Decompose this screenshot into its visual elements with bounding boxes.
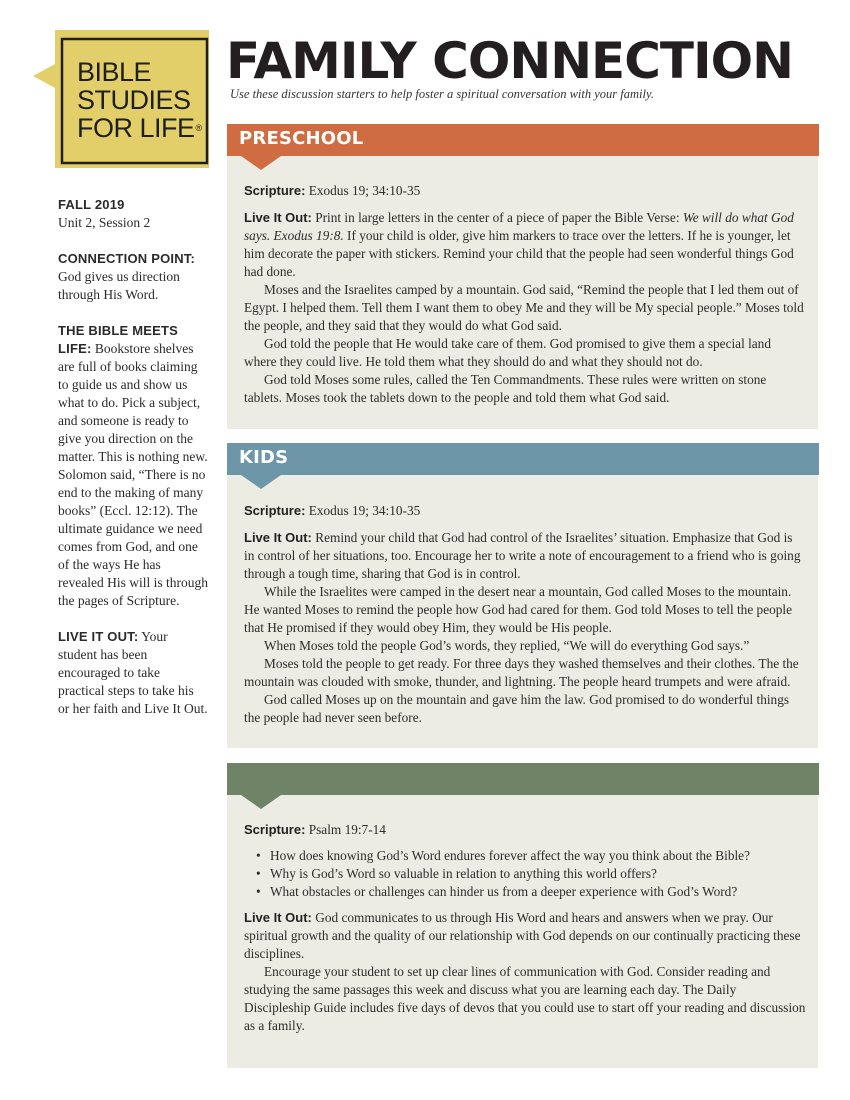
preschool-live-text-cont: If your child is older, give him markers to trace over the letters. If he is younger, let him decorate the paper with stickers. Remind your child that the people had seen wonderful things God had done. [244,228,794,279]
students-content [244,821,806,1035]
sidebar [58,196,208,736]
preschool-paragraph: God told Moses some rules, called the Ten Commandments. These rules were written on stone tablets. Moses took the tablets down to the people and told them what God said. [244,372,767,405]
students-paragraph: Encourage your student to set up clear lines of communication with God. Consider reading and studying the same passages this week and discuss what you are learning each day. The Daily Discipleship Guide includes five days of devos that you could use to start off your reading and discussion as a family. [244,964,806,1033]
page-subtitle: Use these discussion starters to help foster a spiritual conversation with your family. [230,87,654,101]
preschool-scripture-label: Scripture: [244,183,306,198]
kids-band [227,443,819,475]
preschool-content [244,182,806,407]
page-title: FAMILY CONNECTION [226,32,793,90]
kids-heading: KIDS [239,447,289,468]
students-scripture-label: Scripture: [244,822,306,837]
preschool-paragraph: God told the people that He would take care of them. God promised to give them a special land where they could live. He told them what they should do and what they should not do. [244,336,771,369]
preschool-bible-verse: We will do what God says. Exodus 19:8. [244,210,794,243]
students-live-text: God communicates to us through His Word and hears and answers when we pray. Our spiritual growth and the quality of our relationship with God depends on our continually practicing these disciplines. [244,910,801,961]
discussion-questions [244,847,806,901]
preschool-band [227,124,819,156]
question-item: • Why is God’s Word so valuable in relation to anything this world offers? [244,865,806,883]
connection-point-text: God gives us direction through His Word. [58,269,180,302]
students-live-label: Live It Out: [244,910,312,925]
bible-meets-life-heading: THE BIBLE MEETS LIFE: [58,323,179,356]
logo-line-2: STUDIES [77,85,191,115]
preschool-paragraph: Moses and the Israelites camped by a mountain. God said, “Remind the people that I led them out of Egypt. I helped them. Tell them I want them to obey Me and they will be My special people.” Moses told the people, and they said that they would do what God said. [244,282,804,333]
bible-meets-life [58,322,208,610]
kids-band-notch [241,475,281,489]
students-band-notch [241,795,281,809]
sidebar-live-it-out-text: Your student has been encouraged to take practical steps to take his or her faith and Live It Out. [58,629,208,716]
connection-point [58,250,208,304]
sidebar-live-it-out-heading: LIVE IT OUT: [58,629,139,644]
preschool-scripture-ref: Exodus 19; 34:10-35 [308,183,421,198]
logo-line-3: FOR LIFE [77,113,195,143]
sidebar-live-it-out [58,628,208,718]
preschool-heading: PRESCHOOL [239,128,364,149]
bible-meets-life-text: Bookstore shelves are full of books claiming to guide us and show us what to do. Pick a subject, and someone is ready to give you direction on the matter. This is nothing new. Solomon said, “There is no end to the making of many books” (Eccl. 12:12). The ultimate guidance we need comes from God, and one of the ways He has revealed His will is through the pages of Scripture. [58,341,208,608]
logo-wordmark [77,58,217,142]
students-scripture-ref: Psalm 19:7-14 [308,822,386,837]
kids-paragraph: God called Moses up on the mountain and gave him the law. God promised to do wonderful things the people had never seen before. [244,692,790,725]
kids-paragraph: While the Israelites were camped in the desert near a mountain, God called Moses to the mountain. He wanted Moses to remind the people how God had cared for them. God told Moses to tell the people that He promised if they would obey Him, they would be His people. [244,584,792,635]
kids-paragraph: Moses told the people to get ready. For three days they washed themselves and their clothes. The the mountain was clouded with smoke, thunder, and lightning. The people heard trumpets and were afraid. [244,656,799,689]
kids-live-label: Live It Out: [244,530,312,545]
logo-line-1: BIBLE [77,57,152,87]
season-label: FALL 2019 [58,197,125,212]
kids-scripture-ref: Exodus 19; 34:10-35 [308,503,421,518]
question-item: • How does knowing God’s Word endures forever affect the way you think about the Bible? [244,847,806,865]
kids-scripture-label: Scripture: [244,503,306,518]
registered-mark: ® [195,123,202,133]
unit-session-label: Unit 2, Session 2 [58,215,151,230]
connection-point-heading: CONNECTION POINT: [58,251,196,266]
session-info [58,196,208,232]
students-band [227,763,819,795]
kids-live-text: Remind your child that God had control of the Israelites’ situation. Emphasize that God is in control of her situations, too. Encourage her to write a note of encouragement to a friend who is going through a tough time, sharing that God is in control. [244,530,801,581]
preschool-live-text: Print in large letters in the center of a piece of paper the Bible Verse: [315,210,683,225]
question-item: • What obstacles or challenges can hinder us from a deeper experience with God’s Word? [244,883,806,901]
bible-studies-for-life-logo [33,30,209,168]
preschool-live-label: Live It Out: [244,210,312,225]
kids-paragraph: When Moses told the people God’s words, they replied, “We will do everything God says.” [264,638,750,653]
preschool-band-notch [241,156,281,170]
kids-content [244,502,806,727]
